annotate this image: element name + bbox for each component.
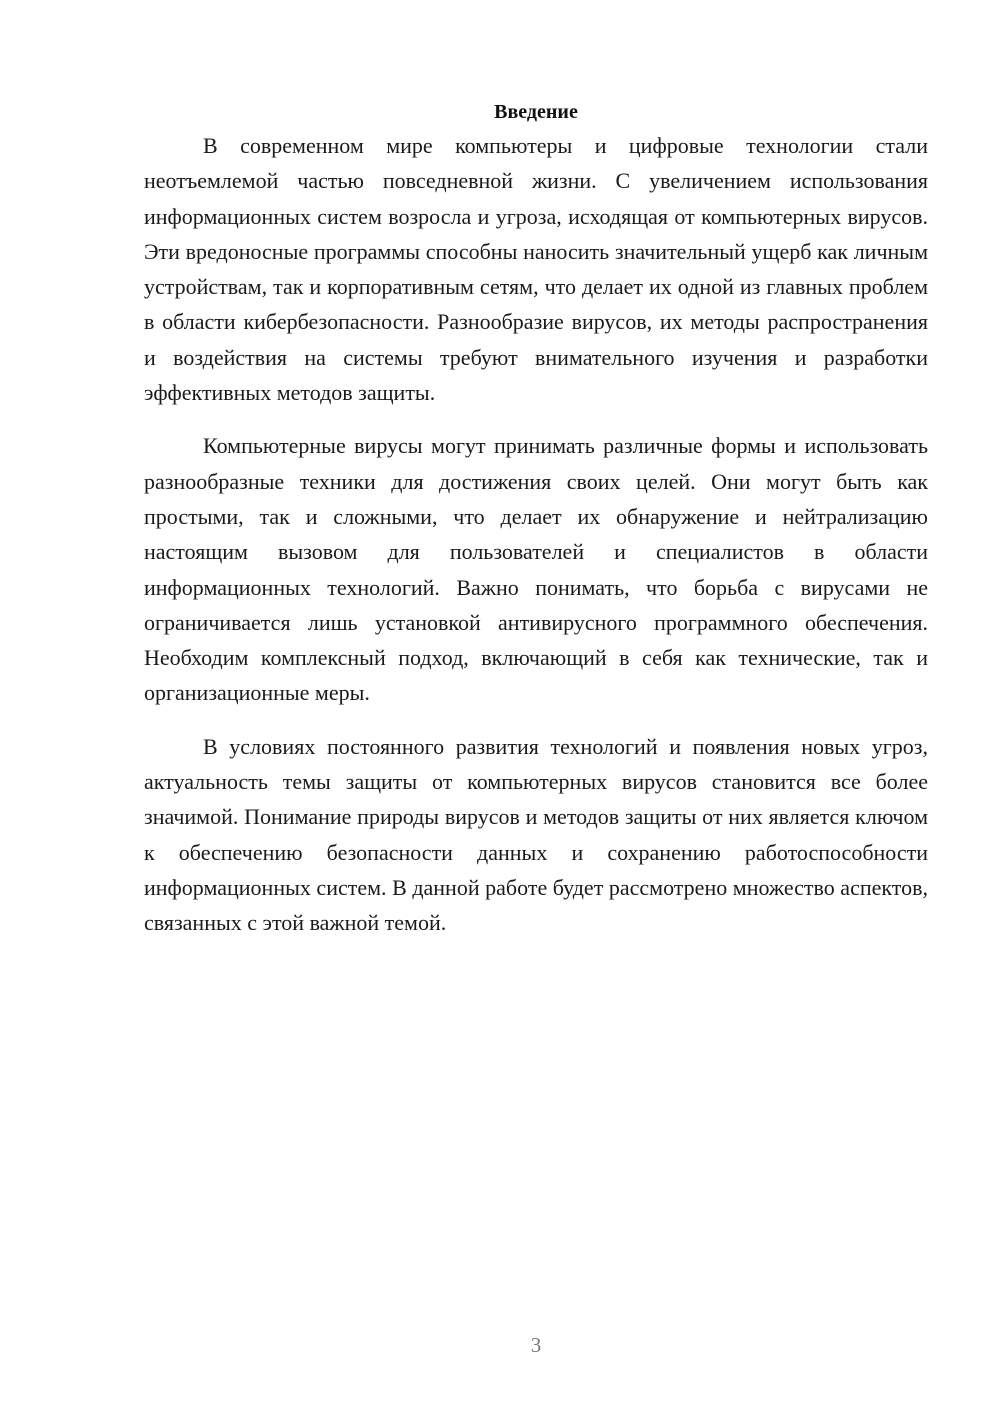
page-number: 3 bbox=[530, 1333, 542, 1357]
section-heading: Введение bbox=[494, 101, 578, 123]
paragraph-1: В современном мире компьютеры и цифровые технологии стали неотъемлемой частью повседневной жизни. С увеличением использования информационных систем возросла и угроза, исходящая от компьютерных вирусов. Эти вредоносные программы способны наносить значительный ущерб как личным устройствам, так и корпоративным сетям, что делает их одной из главных проблем в области кибербезопасности. Разнообразие вирусов, их методы распространения и воздействия на системы требуют внимательного изучения и разработки эффективных методов защиты. bbox=[144, 133, 928, 406]
paragraph-2: Компьютерные вирусы могут принимать различные формы и использовать разнообразные техники для достижения своих целей. Они могут быть как простыми, так и сложными, что делает их обнаружение и нейтрализацию настоящим вызовом для пользователей и специалистов в области информационных технологий. Важно понимать, что борьба с вирусами не ограничивается лишь установкой антивирусного программного обеспечения. Необходим комплексный подход, включающий в себя как технические, так и организационные меры. bbox=[144, 433, 928, 706]
page-content bbox=[144, 96, 928, 941]
paragraph-3: В условиях постоянного развития технологий и появления новых угроз, актуальность темы защиты от компьютерных вирусов становится все более значимой. Понимание природы вирусов и методов защиты от них является ключом к обеспечению безопасности данных и сохранению работоспособности информационных систем. В данной работе будет рассмотрено множество аспектов, связанных с этой важной темой. bbox=[144, 733, 928, 936]
